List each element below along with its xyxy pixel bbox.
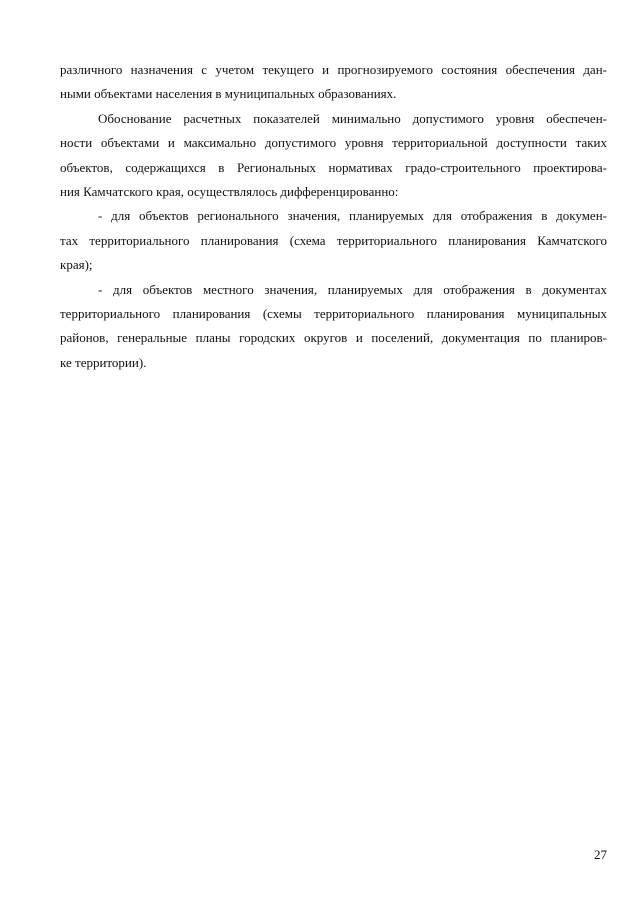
text-line-13: ке территории).: [60, 354, 147, 370]
text-line-6: ния Камчатского края, осуществлялось дифференцированно:: [60, 183, 399, 199]
text-line-9: края);: [60, 257, 93, 273]
text-line-3: Обоснование расчетных показателей минимально допустимого уровня обеспечен-: [98, 110, 607, 126]
page-number: 27: [594, 847, 607, 862]
text-line-4: ности объектами и максимально допустимого уровня территориальной доступности таких: [60, 135, 607, 151]
text-line-2: ными объектами населения в муниципальных образованиях.: [60, 86, 397, 102]
text-line-8: тах территориального планирования (схема территориального планирования Камчатского: [60, 232, 607, 248]
text-line-5: объектов, содержащихся в Региональных нормативах градо-строительного проектирова-: [60, 159, 607, 175]
text-line-1: различного назначения с учетом текущего и прогнозируемого состояния обеспечения дан-: [60, 62, 607, 77]
text-line-11: территориального планирования (схемы территориального планирования муниципальных: [60, 305, 607, 321]
text-line-7: - для объектов регионального значения, планируемых для отображения в докумен-: [98, 208, 607, 224]
text-line-10: - для объектов местного значения, планируемых для отображения в документах: [98, 281, 607, 297]
document-body: [60, 58, 607, 375]
text-line-12: районов, генеральные планы городских округов и поселений, документация по планиров-: [60, 330, 607, 346]
